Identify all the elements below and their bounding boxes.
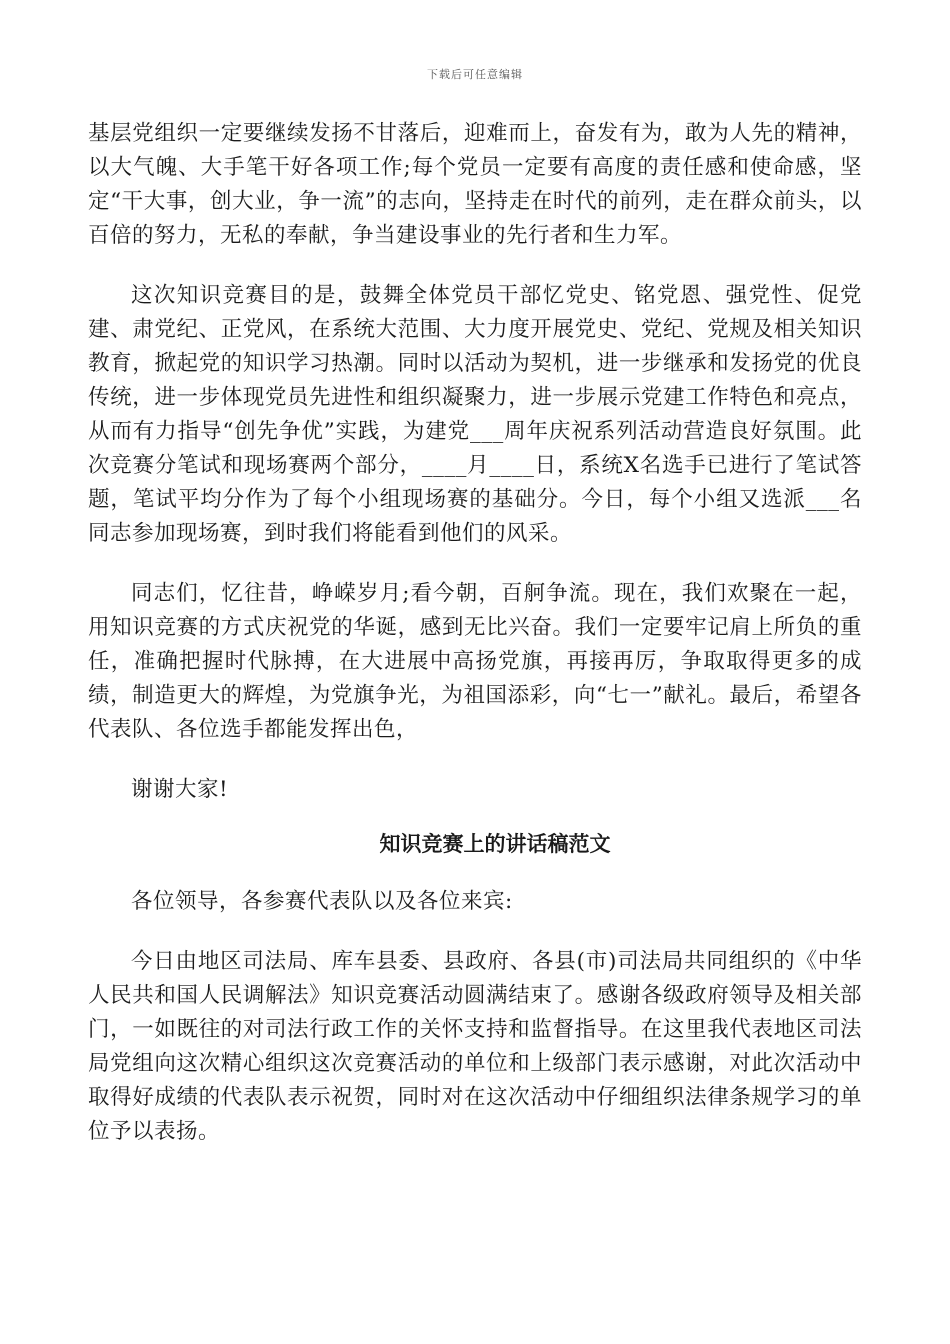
paragraph-thanks: 谢谢大家! <box>131 777 229 802</box>
paragraph-gap <box>88 807 862 827</box>
paragraph-greeting: 各位领导，各参赛代表队以及各位来宾: <box>131 889 513 914</box>
paragraph-gap <box>88 861 862 885</box>
section-heading: 知识竞赛上的讲话稿范文 <box>379 832 611 856</box>
document-body <box>88 117 862 1149</box>
paragraph-contest-closing: 今日由地区司法局、库车县委、县政府、各县(市)司法局共同组织的《中华人民共和国人民调解法》知识竞赛活动圆满结束了。感谢各级政府领导及相关部门，一如既往的对司法行政工作的关怀支持和监督指导。在这里我代表地区司法局党组向这次精心组织这次竞赛活动的单位和上级部门表示感谢，对此次活动中取得好成绩的代表队表示祝贺，同时对在这次活动中仔细组织法律条规学习的单位予以表扬。 <box>88 949 862 1144</box>
paragraph-gap <box>88 551 862 577</box>
header-note: 下载后可任意编辑 <box>427 68 523 81</box>
paragraph-gap <box>88 253 862 279</box>
paragraph-gap <box>88 919 862 945</box>
paragraph-comrades: 同志们，忆往昔，峥嵘岁月;看今朝，百舸争流。现在，我们欢聚在一起，用知识竞赛的方式庆祝党的华诞，感到无比兴奋。我们一定要牢记肩上所负的重任，准确把握时代脉搏，在大进展中高扬党旗，再接再厉，争取取得更多的成绩，制造更大的辉煌，为党旗争光，为祖国添彩，向“七一”献礼。最后，希望各代表队、各位选手都能发挥出色， <box>88 581 862 742</box>
paragraph-gap <box>88 747 862 773</box>
paragraph-contest-purpose: 这次知识竞赛目的是，鼓舞全体党员干部忆党史、铭党恩、强党性、促党建、肃党纪、正党风，在系统大范围、大力度开展党史、党纪、党规及相关知识教育，掀起党的知识学习热潮。同时以活动为契机，进一步继承和发扬党的优良传统，进一步体现党员先进性和组织凝聚力，进一步展示党建工作特色和亮点，从而有力指导“创先争优”实践，为建党___周年庆祝系列活动营造良好氛围。此次竞赛分笔试和现场赛两个部分，____月____日，系统X名选手已进行了笔试答题，笔试平均分作为了每个小组现场赛的基础分。今日，每个小组又选派___名同志参加现场赛，到时我们将能看到他们的风采。 <box>88 283 862 546</box>
paragraph-party-organization: 基层党组织一定要继续发扬不甘落后，迎难而上，奋发有为，敢为人先的精神，以大气魄、大手笔干好各项工作;每个党员一定要有高度的责任感和使命感，坚定“干大事，创大业，争一流”的志向，坚持走在时代的前列，走在群众前头，以百倍的努力，无私的奉献，争当建设事业的先行者和生力军。 <box>88 121 862 248</box>
